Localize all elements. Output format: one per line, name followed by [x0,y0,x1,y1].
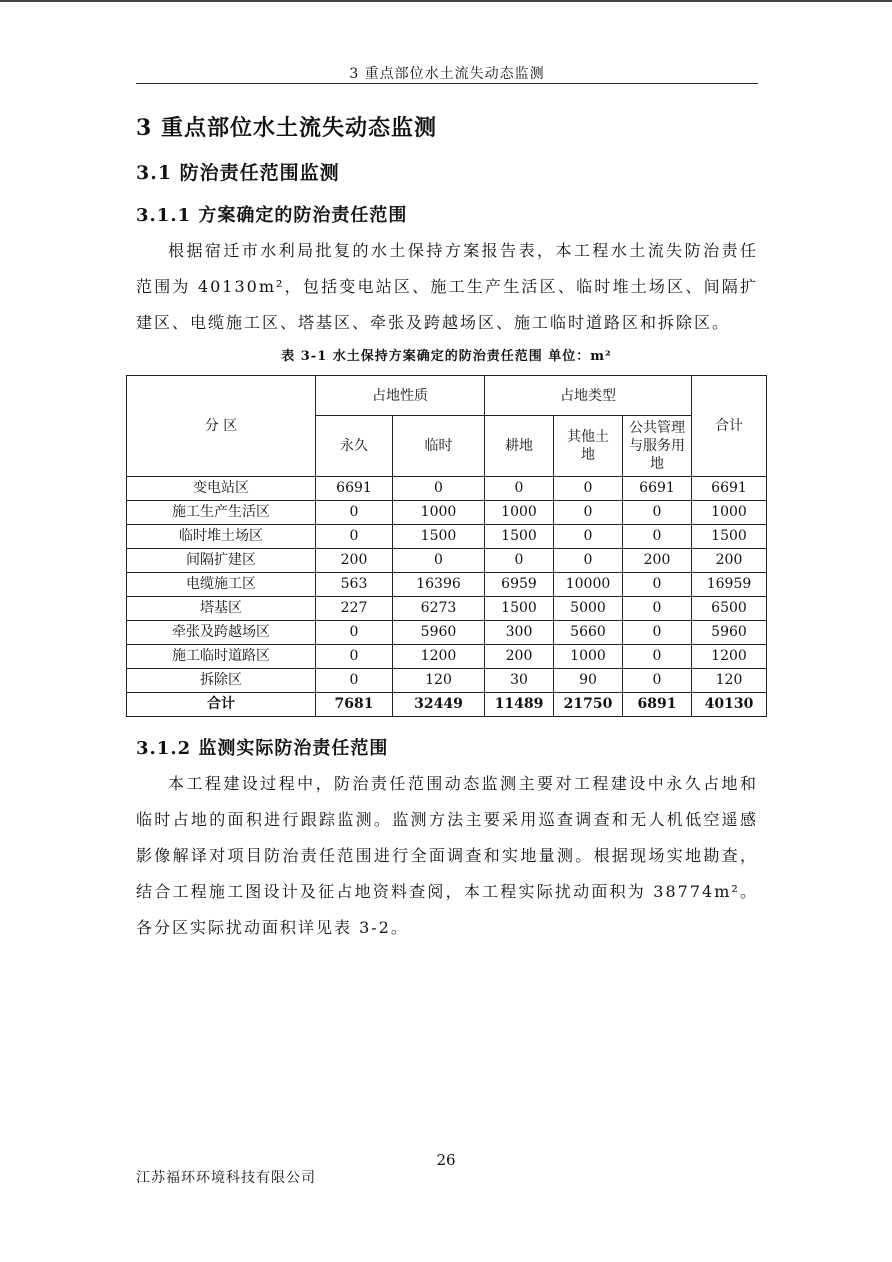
paragraph-actual-scope: 本工程建设过程中，防治责任范围动态监测主要对工程建设中永久占地和临时占地的面积进行跟踪监测。监测方法主要采用巡查调查和无人机低空遥感影像解译对项目防治责任范围进行全面调查和实地量测。根据现场实地勘查，结合工程施工图设计及征占地资料查阅，本工程实际扰动面积为 38774m²。各分区实际扰动面积详见表 3-2。 [136,774,758,937]
cell-temporary: 1200 [393,645,485,669]
cell-other: 90 [554,669,623,693]
cell-public: 0 [623,525,692,549]
cell-permanent: 0 [316,501,393,525]
table-row [127,573,767,597]
cell-permanent: 0 [316,645,393,669]
table-row [127,477,767,501]
cell-cultivated: 11489 [485,693,554,717]
table-row [127,597,767,621]
cell-temporary: 5960 [393,621,485,645]
cell-cultivated: 300 [485,621,554,645]
cell-public: 0 [623,573,692,597]
table-row [127,621,767,645]
cell-permanent: 0 [316,525,393,549]
cell-zone: 临时堆土场区 [127,525,316,549]
cell-total: 16959 [692,573,767,597]
cell-zone: 合计 [127,693,316,717]
cell-temporary: 120 [393,669,485,693]
top-border-line [0,0,892,2]
cell-public: 6891 [623,693,692,717]
header-zone: 分 区 [127,376,316,477]
cell-total: 5960 [692,621,767,645]
cell-cultivated: 0 [485,477,554,501]
cell-zone: 塔基区 [127,597,316,621]
cell-cultivated: 6959 [485,573,554,597]
cell-cultivated: 0 [485,549,554,573]
cell-temporary: 32449 [393,693,485,717]
cell-total: 120 [692,669,767,693]
cell-cultivated: 1500 [485,525,554,549]
cell-public: 6691 [623,477,692,501]
header-permanent: 永久 [316,416,393,477]
table-row [127,501,767,525]
responsibility-scope-table [126,375,767,717]
cell-permanent: 0 [316,669,393,693]
cell-public: 0 [623,669,692,693]
header-land-nature: 占地性质 [316,376,485,416]
header-total: 合计 [692,376,767,477]
cell-permanent: 563 [316,573,393,597]
cell-temporary: 1000 [393,501,485,525]
cell-public: 0 [623,501,692,525]
cell-zone: 变电站区 [127,477,316,501]
header-land-type: 占地类型 [485,376,692,416]
chapter-heading: 3 重点部位水土流失动态监测 [136,115,437,141]
header-public-land: 公共管理与服务用地 [623,416,692,477]
cell-temporary: 0 [393,477,485,501]
cell-total: 6691 [692,477,767,501]
cell-other: 0 [554,549,623,573]
subsection-heading-3-1-1: 3.1.1 方案确定的防治责任范围 [136,205,408,226]
cell-public: 0 [623,645,692,669]
cell-cultivated: 30 [485,669,554,693]
cell-zone: 牵张及跨越场区 [127,621,316,645]
cell-temporary: 1500 [393,525,485,549]
cell-other: 1000 [554,645,623,669]
header-temporary: 临时 [393,416,485,477]
paragraph-scheme-scope: 根据宿迁市水利局批复的水土保持方案报告表，本工程水土流失防治责任范围为 40130m²，包括变电站区、施工生产生活区、临时堆土场区、间隔扩建区、电缆施工区、塔基区、牵张及跨越场区、施工临时道路区和拆除区。 [136,241,758,332]
subsection-heading-3-1-2: 3.1.2 监测实际防治责任范围 [136,738,389,759]
cell-temporary: 6273 [393,597,485,621]
section-heading: 3.1 防治责任范围监测 [136,162,340,184]
header-cultivated: 耕地 [485,416,554,477]
cell-other: 5000 [554,597,623,621]
cell-other: 10000 [554,573,623,597]
cell-other: 0 [554,525,623,549]
cell-total: 6500 [692,597,767,621]
cell-other: 0 [554,501,623,525]
cell-zone: 拆除区 [127,669,316,693]
cell-public: 0 [623,621,692,645]
table-total-row [127,693,767,717]
cell-permanent: 0 [316,621,393,645]
cell-cultivated: 1000 [485,501,554,525]
header-rule [136,83,758,84]
header-other-land: 其他土地 [554,416,623,477]
cell-permanent: 6691 [316,477,393,501]
cell-public: 200 [623,549,692,573]
cell-permanent: 227 [316,597,393,621]
page-number: 26 [436,1151,456,1169]
cell-total: 1000 [692,501,767,525]
footer-company-name: 江苏福环环境科技有限公司 [136,1170,316,1186]
cell-zone: 施工生产生活区 [127,501,316,525]
cell-total: 200 [692,549,767,573]
cell-other: 0 [554,477,623,501]
cell-total: 1200 [692,645,767,669]
cell-public: 0 [623,597,692,621]
cell-other: 21750 [554,693,623,717]
cell-zone: 施工临时道路区 [127,645,316,669]
cell-zone: 电缆施工区 [127,573,316,597]
cell-other: 5660 [554,621,623,645]
cell-cultivated: 200 [485,645,554,669]
table-row [127,645,767,669]
cell-temporary: 16396 [393,573,485,597]
table-row [127,525,767,549]
running-header: 3 重点部位水土流失动态监测 [349,66,545,82]
cell-temporary: 0 [393,549,485,573]
cell-permanent: 200 [316,549,393,573]
cell-permanent: 7681 [316,693,393,717]
cell-total: 1500 [692,525,767,549]
table-row [127,669,767,693]
cell-zone: 间隔扩建区 [127,549,316,573]
table-row [127,549,767,573]
cell-total: 40130 [692,693,767,717]
table-caption: 表 3-1 水土保持方案确定的防治责任范围 单位：m² [281,349,612,364]
cell-cultivated: 1500 [485,597,554,621]
